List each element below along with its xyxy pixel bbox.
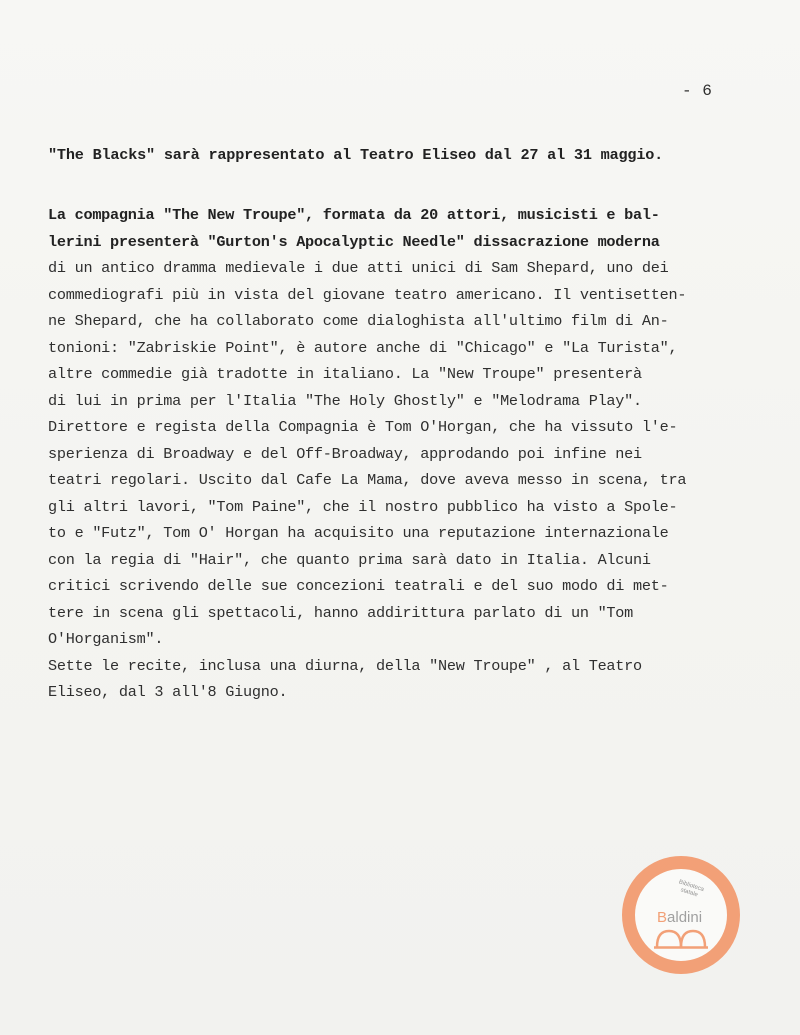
text-line: con la regia di "Hair", che quanto prima sarà dato in Italia. Alcuni <box>48 550 651 569</box>
text-line: tonioni: "Zabriskie Point", è autore anche di "Chicago" e "La Turista", <box>48 338 678 357</box>
open-book-icon <box>653 927 709 949</box>
text-line: di lui in prima per l'Italia "The Holy Ghostly" e "Melodrama Play". <box>48 391 642 410</box>
text-line: ne Shepard, che ha collaborato come dialoghista all'ultimo film di An- <box>48 312 669 330</box>
text-line: altre commedie già tradotte in italiano. La "New Troupe" presenterà <box>48 365 642 383</box>
text-line: gli altri lavori, "Tom Paine", che il nostro pubblico ha visto a Spole- <box>48 497 678 516</box>
page-number: - 6 <box>682 82 713 100</box>
headline: "The Blacks" sarà rappresentato al Teatro Eliseo dal 27 al 31 maggio. <box>48 146 664 164</box>
stamp-initial: B <box>657 909 668 926</box>
stamp-name-rest: aldini <box>667 909 703 926</box>
text-line: Direttore e regista della Compagnia è Tom O'Horgan, che ha vissuto l'e- <box>48 418 678 436</box>
text-line: critici scrivendo delle sue concezioni teatrali e del suo modo di met- <box>48 577 669 595</box>
text-line: commediografi più in vista del giovane teatro americano. Il ventisetten- <box>48 285 687 304</box>
stamp-top-text: Biblioteca statale <box>677 879 705 899</box>
text-line: tere in scena gli spettacoli, hanno addirittura parlato di un "Tom <box>48 603 634 622</box>
text-line: Eliseo, dal 3 all'8 Giugno. <box>48 683 288 701</box>
text-line: sperienza di Broadway e del Off-Broadway, approdando poi infine nei <box>48 444 642 463</box>
text-line: La compagnia "The New Troupe", formata da 20 attori, musicisti e bal- <box>48 206 660 224</box>
text-line: to e "Futz", Tom O' Horgan ha acquisito una reputazione internazionale <box>48 524 669 542</box>
text-line: O'Horganism". <box>48 630 164 648</box>
text-line: Sette le recite, inclusa una diurna, della "New Troupe" , al Teatro <box>48 656 642 675</box>
body-text <box>48 202 768 706</box>
text-line: teatri regolari. Uscito dal Cafe La Mama, dove aveva messo in scena, tra <box>48 471 687 489</box>
library-stamp-logo <box>622 856 740 974</box>
text-line: lerini presenterà "Gurton's Apocalyptic Needle" dissacrazione moderna <box>48 232 660 251</box>
text-line: di un antico dramma medievale i due atti unici di Sam Shepard, uno dei <box>48 259 669 277</box>
stamp-name <box>657 909 702 926</box>
